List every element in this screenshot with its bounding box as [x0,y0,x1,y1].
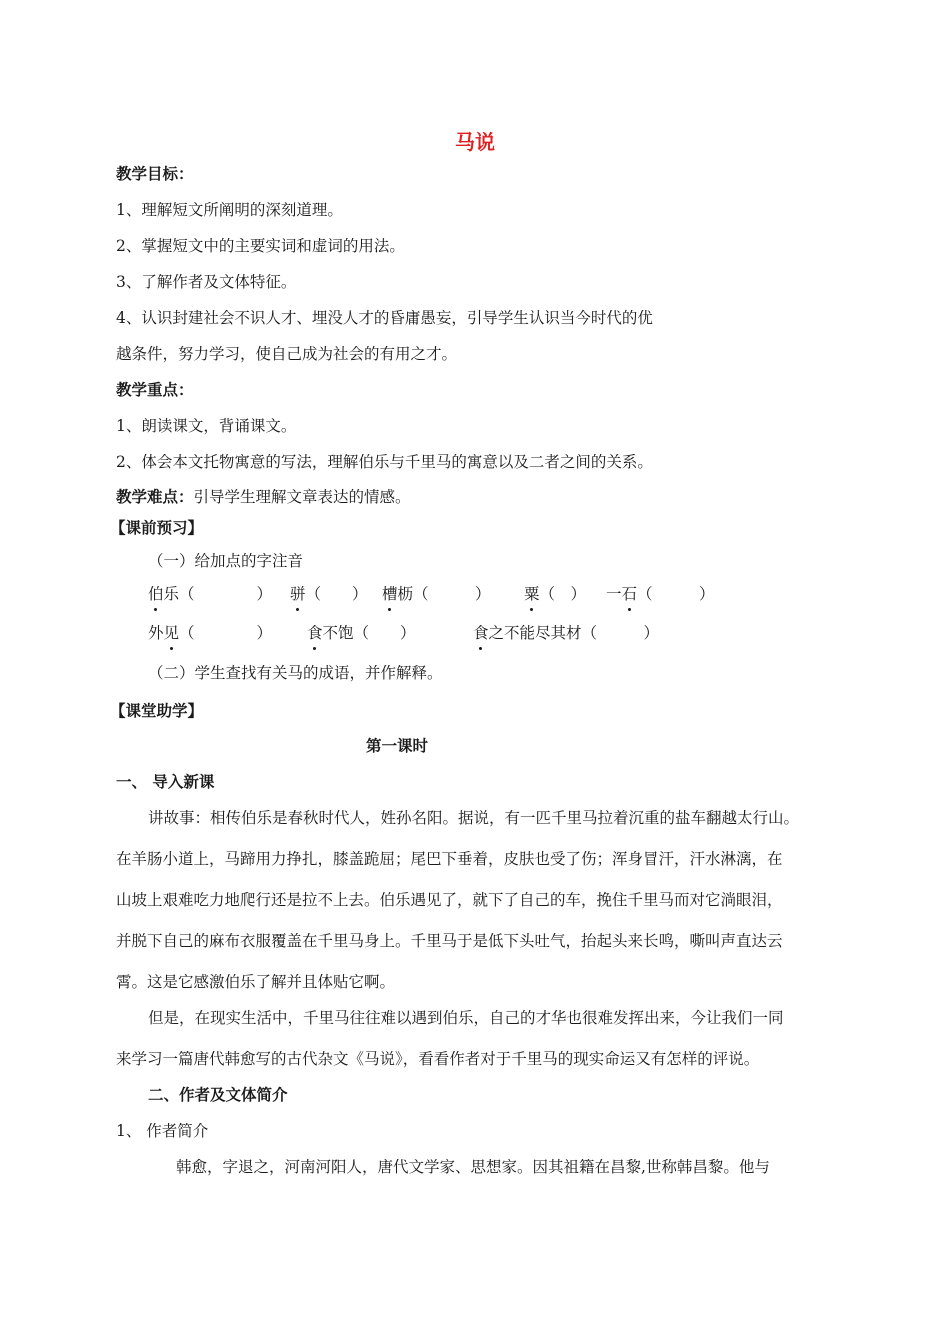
objectives-heading: 教学目标： [116,164,194,183]
preview-part1: （一）给加点的字注音 [148,552,304,570]
subsection-heading: 1、 作者简介 [116,1122,209,1140]
section-heading: 一、 导入新课 [116,772,215,791]
paragraph-line: 但是，在现实生活中，千里马往往难以遇到伯乐，自己的才华也很难发挥出来，今让我们一同 [148,1009,784,1027]
key-point-item: 2、体会本文托物寓意的写法，理解伯乐与千里马的寓意以及二者之间的关系。 [116,453,653,471]
dotted-char: 石 [621,585,638,603]
dotted-char: 见 [163,624,180,642]
pinyin-blank: 食不饱（ ） [307,624,416,642]
section-heading: 二、作者及文体简介 [148,1085,288,1104]
preview-heading: 【课前预习】 [110,518,204,537]
key-points-heading: 教学重点： [116,380,194,399]
difficulty-heading: 教学难点： [116,487,194,506]
paragraph-line: 讲故事：相传伯乐是春秋时代人，姓孙名阳。据说，有一匹千里马拉着沉重的盐车翻越太行山。 [148,809,800,827]
classroom-heading: 【课堂助学】 [110,701,204,720]
dotted-char: 粟 [524,585,540,603]
dotted-char: 伯 [148,585,164,603]
objective-item: 4、认识封建社会不识人才、埋没人才的昏庸愚妄，引导学生认识当今时代的优 [116,309,653,327]
dotted-char: 食 [473,624,489,642]
dotted-char: 食 [307,624,323,642]
objective-item: 3、了解作者及文体特征。 [116,273,297,291]
difficulty-line [116,487,411,507]
pinyin-blank: 伯乐（ ） [148,585,273,603]
paragraph-line: 来学习一篇唐代韩愈写的古代杂文《马说》，看看作者对于千里马的现实命运又有怎样的评说。 [116,1050,760,1068]
objective-item: 2、掌握短文中的主要实词和虚词的用法。 [116,237,405,255]
dotted-char: 骈 [290,585,306,603]
pinyin-blank: 槽枥（ ） [382,585,491,603]
paragraph-line: 霄。这是它感激伯乐了解并且体贴它啊。 [116,973,396,991]
dotted-char: 槽 [382,585,398,603]
key-point-item: 1、朗读课文，背诵课文。 [116,417,297,435]
document-title: 马说 [455,130,495,154]
paragraph-line: 山坡上艰难吃力地爬行还是拉不上去。伯乐遇见了，就下了自己的车，挽住千里马而对它淌眼泪， [116,891,783,909]
pinyin-blank: 一石（ ） [606,585,715,603]
pinyin-blank: 外见（ ） [148,624,273,642]
objective-item: 1、理解短文所阐明的深刻道理。 [116,201,343,219]
pinyin-blank: 骈（ ） [290,585,368,603]
lesson-title: 第一课时 [366,736,429,755]
pinyin-blank: 粟（ ） [524,585,587,603]
paragraph-line: 并脱下自己的麻布衣服覆盖在千里马身上。千里马于是低下头吐气，抬起头来长鸣，嘶叫声直达云 [116,932,783,950]
paragraph-line: 在羊肠小道上，马蹄用力挣扎，膝盖跪屈；尾巴下垂着，皮肤也受了伤；浑身冒汗，汗水淋漓，在 [116,850,783,868]
paragraph-line: 韩愈，字退之，河南河阳人，唐代文学家、思想家。因其祖籍在昌黎,世称韩昌黎。他与 [176,1158,770,1176]
objective-item-continued: 越条件，努力学习，使自己成为社会的有用之才。 [116,345,458,363]
pinyin-blank: 食之不能尽其材（ ） [473,624,660,642]
preview-part2: （二）学生查找有关马的成语，并作解释。 [148,664,443,682]
difficulty-text: 引导学生理解文章表达的情感。 [193,488,411,506]
